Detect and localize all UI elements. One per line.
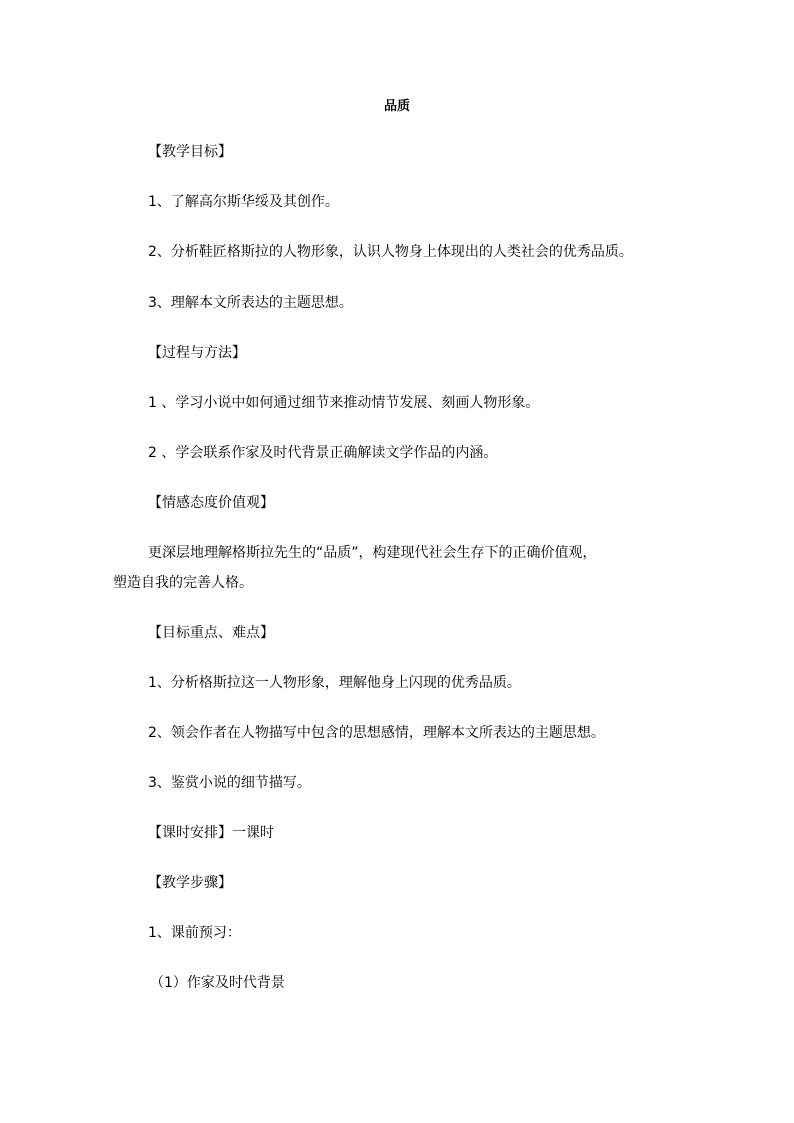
focus-item-2: 2、领会作者在人物描写中包含的思想感情，理解本文所表达的主题思想。	[148, 725, 605, 741]
focus-item-3: 3、鉴赏小说的细节描写。	[148, 775, 311, 791]
values-paragraph-line-2: 塑造自我的完善人格。	[113, 575, 253, 591]
objective-item-3: 3、理解本文所表达的主题思想。	[148, 295, 353, 311]
objective-item-1: 1、了解高尔斯华绥及其创作。	[148, 194, 339, 210]
process-heading: 【过程与方法】	[148, 345, 246, 361]
process-item-2: 2 、学会联系作家及时代背景正确解读文学作品的内涵。	[148, 445, 498, 461]
values-heading: 【情感态度价值观】	[148, 495, 274, 511]
schedule-line: 【课时安排】一课时	[148, 825, 274, 841]
step-1-sub-1: （1）作家及时代背景	[150, 975, 285, 991]
objectives-heading: 【教学目标】	[148, 144, 232, 160]
objective-item-2: 2、分析鞋匠格斯拉的人物形象，认识人物身上体现出的人类社会的优秀品质。	[148, 244, 633, 260]
process-item-1: 1 、学习小说中如何通过细节来推动情节发展、刻画人物形象。	[148, 395, 540, 411]
step-1: 1、课前预习：	[148, 925, 241, 941]
values-paragraph-line-1: 更深层地理解格斯拉先生的“品质”，构建现代社会生存下的正确价值观，	[148, 545, 597, 561]
document-title: 品质	[383, 99, 410, 114]
focus-item-1: 1、分析格斯拉这一人物形象，理解他身上闪现的优秀品质。	[148, 675, 521, 691]
steps-heading: 【教学步骤】	[148, 875, 232, 891]
focus-heading: 【目标重点、难点】	[148, 625, 274, 641]
